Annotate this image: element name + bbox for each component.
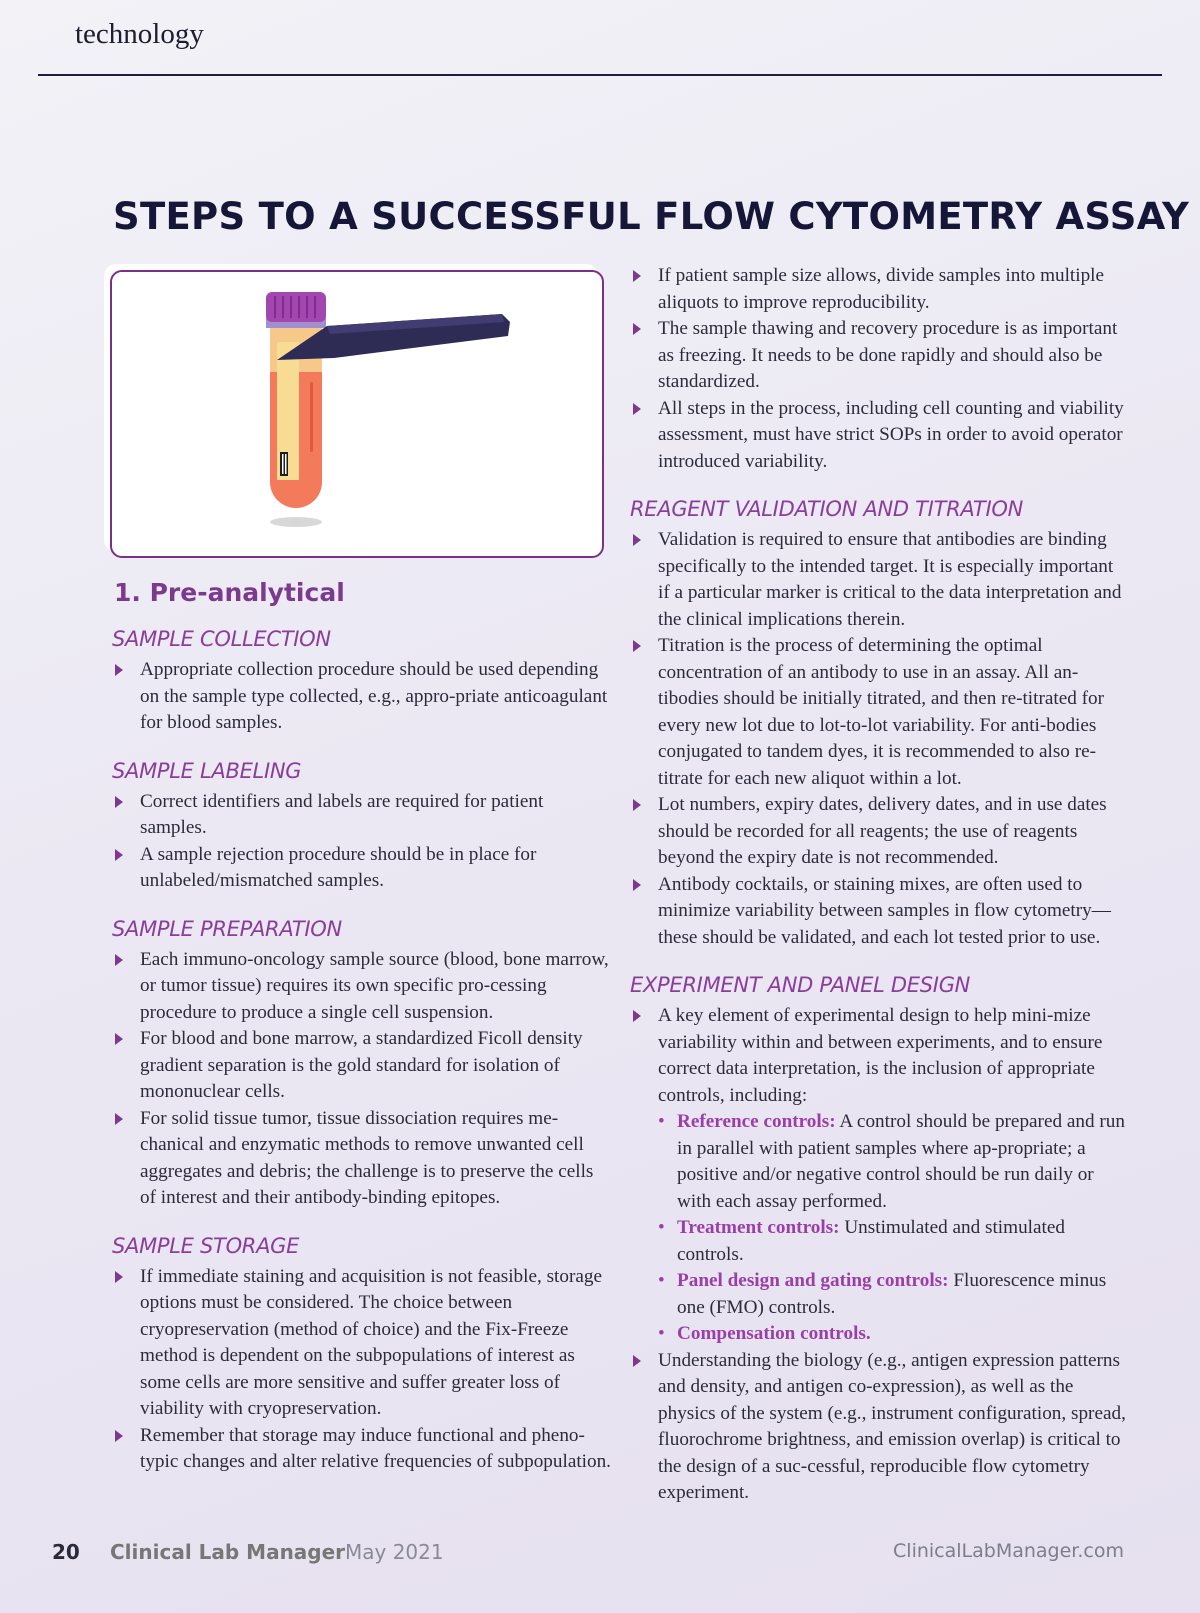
control-item xyxy=(658,1268,1128,1321)
subsection-title: EXPERIMENT AND PANEL DESIGN xyxy=(630,973,971,997)
page-number: 20 xyxy=(52,1540,80,1564)
issue-date: May 2021 xyxy=(345,1540,444,1564)
illustration-frame xyxy=(110,270,604,558)
control-item xyxy=(658,1109,1128,1215)
section-tag: technology xyxy=(75,18,204,50)
subsection-title: SAMPLE COLLECTION xyxy=(112,627,331,651)
bullet-item: A sample rejection procedure should be in place for unlabeled/mismatched samples. xyxy=(112,842,612,895)
bullet-item: All steps in the process, including cell counting and viability assessment, must have strict SOPs in order to avoid operator introduced variability. xyxy=(630,396,1128,476)
subsection-title: SAMPLE LABELING xyxy=(112,758,302,783)
subsection-reagent-validation xyxy=(630,495,1128,951)
control-text: A control should be prepared and run in parallel with patient samples where ap-propriate; a positive and/or negative control should be run daily or with each assay performed. xyxy=(677,1111,1125,1212)
right-column xyxy=(630,263,1128,1527)
bullet-item: Lot numbers, expiry dates, delivery dates, and in use dates should be recorded for all reagents; the use of reagents beyond the expiry date is not recommended. xyxy=(630,792,1128,872)
page-footer xyxy=(52,1540,1124,1570)
bullet-item: If immediate staining and acquisition is not feasible, storage options must be considered. The choice between cryopreservation (method of choice) and the Fix-Freeze method is dependent on the subpopulations of interest as some cells are more sensitive and suffer greater loss of viability with cryopreservation. xyxy=(112,1264,612,1423)
controls-list xyxy=(658,1109,1128,1348)
section-heading-pre-analytical: 1. Pre-analytical xyxy=(114,578,345,607)
control-text: Fluorescence minus one (FMO) controls. xyxy=(677,1270,1107,1318)
article-title: STEPS TO A SUCCESSFUL FLOW CYTOMETRY ASSAY xyxy=(113,195,1190,238)
magazine-name: Clinical Lab Manager xyxy=(110,1540,346,1564)
subsection-title: REAGENT VALIDATION AND TITRATION xyxy=(630,497,1023,521)
bullet-item: If patient sample size allows, divide samples into multiple aliquots to improve reproducibility. xyxy=(630,263,1128,316)
bullet-lead-text: A key element of experimental design to help mini-mize variability within and between experiments, and to ensure correct data interpretation, is the inclusion of appropriate controls, including: xyxy=(658,1005,1103,1106)
subsection-sample-storage xyxy=(112,1232,612,1476)
control-label: Reference controls: xyxy=(677,1111,836,1132)
bullet-item: Remember that storage may induce functional and pheno-typic changes and alter relative frequencies of subpopulation. xyxy=(112,1423,612,1476)
control-item xyxy=(658,1215,1128,1268)
bullet-item: The sample thawing and recovery procedure is as important as freezing. It needs to be done rapidly and should also be standardized. xyxy=(630,316,1128,396)
bullet-item: Titration is the process of determining the optimal concentration of an antibody to use in an assay. All an-tibodies should be initially titrated, and then re-titrated for every new lot due to lot-to-lot variability. For anti-bodies conjugated to tandem dyes, it is recommended to also re-titrate for each new aliquot within a lot. xyxy=(630,633,1128,792)
control-label: Treatment controls: xyxy=(677,1217,840,1238)
intro-bullets xyxy=(630,263,1128,475)
control-label: Panel design and gating controls: xyxy=(677,1270,949,1291)
blood-sample-tube-icon xyxy=(112,272,602,556)
bullet-item: For solid tissue tumor, tissue dissociation requires me-chanical and enzymatic methods to remove unwanted cell aggregates and debris; the challenge is to preserve the cells of interest and their antibody-binding epitopes. xyxy=(112,1106,612,1212)
subsection-title: SAMPLE PREPARATION xyxy=(112,916,342,941)
control-item xyxy=(658,1321,1128,1348)
subsection-sample-labeling xyxy=(112,757,612,895)
subsection-sample-collection xyxy=(112,625,612,737)
control-label: Compensation controls. xyxy=(677,1323,871,1344)
bullet-item: Antibody cocktails, or staining mixes, are often used to minimize variability between samples in flow cytometry—these should be validated, and each lot tested prior to use. xyxy=(630,872,1128,952)
bullet-item: Each immuno-oncology sample source (blood, bone marrow, or tumor tissue) requires its own specific pro-cessing procedure to produce a single cell suspension. xyxy=(112,947,612,1027)
subsection-title: SAMPLE STORAGE xyxy=(112,1233,300,1258)
subsection-experiment-panel-design xyxy=(630,971,1128,1507)
bullet-item: Appropriate collection procedure should be used depending on the sample type collected, e.g., appro-priate anticoagulant for blood samples. xyxy=(112,657,612,737)
bullet-item: For blood and bone marrow, a standardized Ficoll density gradient separation is the gold standard for isolation of mononuclear cells. xyxy=(112,1026,612,1106)
bullet-item: Understanding the biology (e.g., antigen expression patterns and density, and antigen co-expression), as well as the physics of the system (e.g., instrument configuration, spread, fluorochrome brightness, and emission overlap) is critical to the design of a suc-cessful, reproducible flow cytometry experiment. xyxy=(630,1348,1128,1507)
bullet-item xyxy=(630,1003,1128,1348)
bullet-item: Correct identifiers and labels are required for patient samples. xyxy=(112,789,612,842)
left-column xyxy=(112,578,612,1496)
control-text: Unstimulated and stimulated controls. xyxy=(677,1217,1065,1265)
header-rule xyxy=(38,74,1162,76)
subsection-sample-preparation xyxy=(112,915,612,1212)
website-link[interactable]: ClinicalLabManager.com xyxy=(893,1540,1124,1562)
bullet-item: Validation is required to ensure that antibodies are binding specifically to the intended target. It is especially important if a particular marker is critical to the data interpretation and the clinical implications therein. xyxy=(630,527,1128,633)
